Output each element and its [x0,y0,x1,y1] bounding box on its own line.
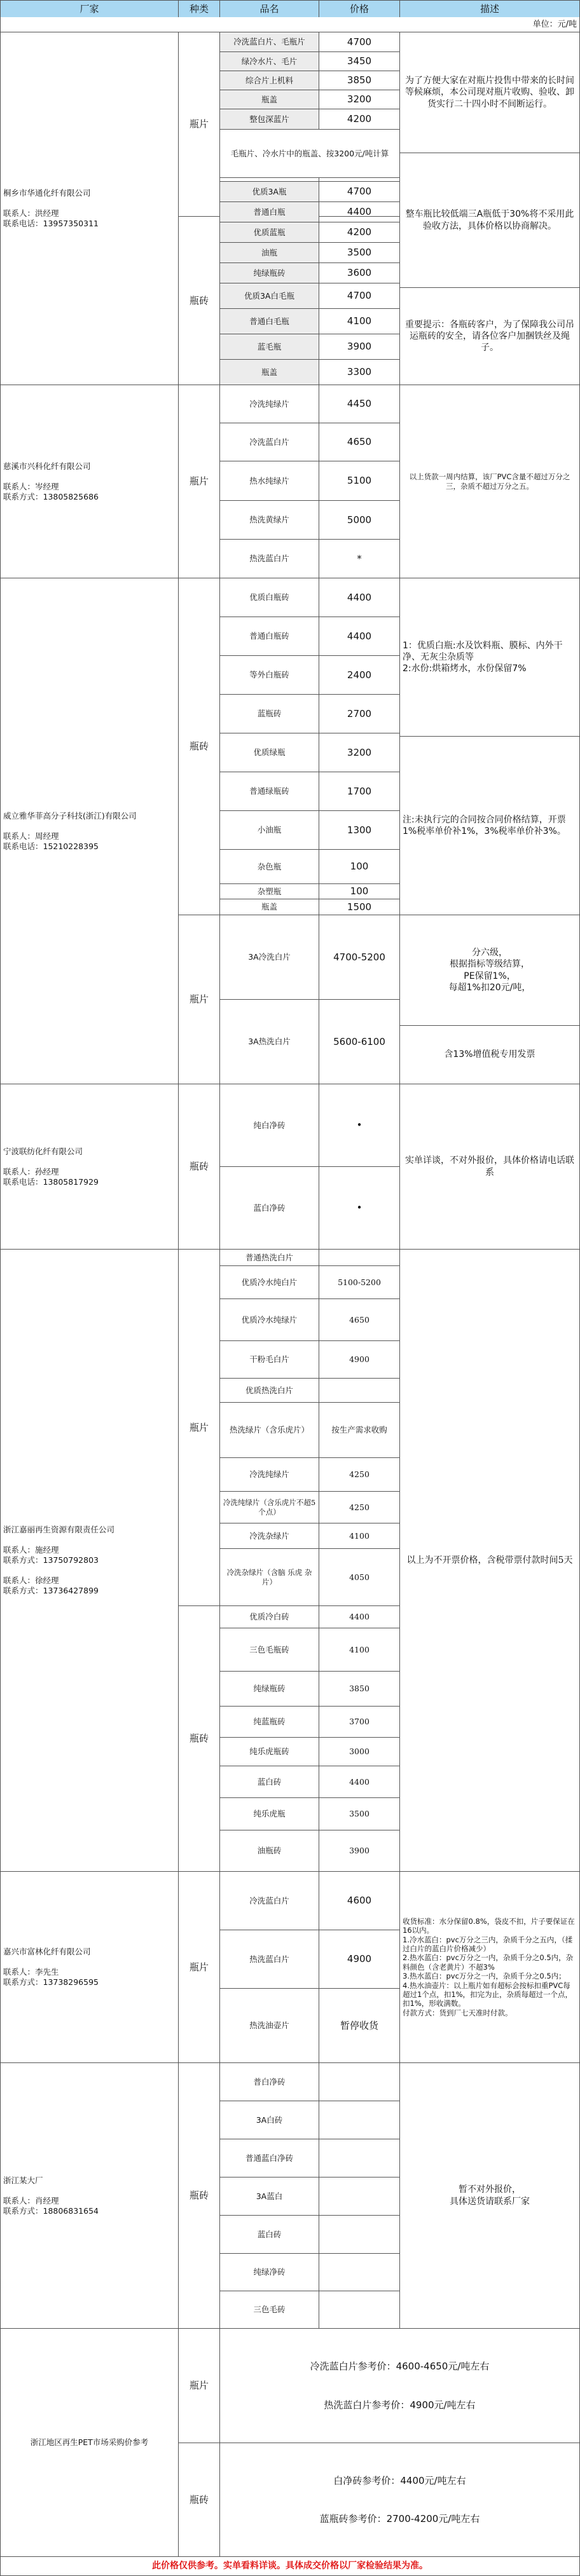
price-cell: 3450 [319,51,400,71]
company-contact: 联系人：肖经理 [3,2195,59,2205]
price-cell: 4600 [319,1871,400,1930]
price-cell: 2400 [319,655,400,695]
price-cell: 4400 [319,617,400,656]
price-cell: 3200 [319,90,400,109]
table-row: 小油瓶 [219,810,319,850]
price-cell: 5000 [319,500,400,540]
price-cell: 4100 [319,308,400,334]
price-cell: 3850 [319,1671,400,1707]
company-phone: 联系方式：13736427899 [3,1586,99,1595]
company-contact: 联系人：施经理 [3,1545,59,1555]
price-cell: • [319,1084,400,1167]
table-row: 综合片上机料 [219,71,319,90]
price-cell [319,2177,400,2216]
company-name: 浙江某大厂 [3,2175,43,2185]
company-cell [0,1871,179,2063]
price-cell: 3300 [319,359,400,385]
price-cell: 5100 [319,461,400,501]
table-row: 蓝白砖 [219,1766,319,1798]
table-row: 冷洗杂绿片 [219,1523,319,1549]
table-row: 热洗黄绿片 [219,500,319,540]
price-cell: 4100 [319,1523,400,1549]
table-row: 3A冷洗白片 [219,915,319,1000]
table-row: 瓶盖 [219,90,319,109]
price-cell: 1500 [319,899,400,915]
table-row: 优质3A白毛瓶 [219,283,319,309]
table-row: 等外白瓶砖 [219,655,319,695]
table-row: 纯乐虎瓶 [219,1797,319,1830]
table-row: 三色毛瓶砖 [219,1628,319,1672]
price-cell: 3850 [319,71,400,90]
table-row: 蓝瓶砖 [219,694,319,733]
table-row: 纯蓝瓶砖 [219,1706,319,1738]
company-cell [0,385,179,578]
category-cell: 瓶砖 [178,1084,220,1250]
company-name: 宁波联纺化纤有限公司 [3,1146,83,1156]
company-cell [0,2062,179,2329]
price-cell: 4250 [319,1491,400,1523]
price-cell: 4650 [319,1298,400,1341]
price-cell: 4400 [319,1766,400,1798]
price-cell: • [319,1166,400,1250]
table-row: 普通白瓶砖 [219,617,319,656]
price-cell: 5600-6100 [319,999,400,1084]
table-row: 普通白瓶 [219,201,319,222]
table-row: 普通热洗白片 [219,1249,319,1266]
header-company: 厂家 [0,0,179,18]
category-cell: 瓶砖 [178,1605,220,1872]
category-cell: 瓶片 [178,1871,220,2063]
company-contact: 联系人：徐经理 [3,1576,59,1585]
company-phone: 联系方式：13805825686 [3,491,99,501]
description-cell: 分六级， 根据指标等级结算， PE保留1%， 每超1%扣20元/吨， [399,915,580,1026]
table-row: 热水纯绿片 [219,461,319,501]
bottle-cap-note: 毛瓶片、冷水片中的瓶盖、按3200元/吨计算 [219,129,400,178]
table-row: 优质蓝瓶 [219,222,319,243]
table-row: 纯绿瓶砖 [219,1671,319,1707]
price-cell: 3600 [319,262,400,283]
table-row: 纯乐虎瓶砖 [219,1737,319,1766]
table-row: 优质3A瓶 [219,181,319,202]
company-cell [0,1084,179,1250]
table-row: 蓝白砖 [219,2215,319,2254]
table-row: 纯白净砖 [219,1084,319,1167]
table-row: 3A热洗白片 [219,999,319,1084]
company-name: 桐乡市华通化纤有限公司 [3,188,91,198]
price-cell: 4200 [319,222,400,243]
price-cell: 1700 [319,772,400,811]
category-cell: 瓶片 [178,2328,220,2443]
price-cell: 4250 [319,1457,400,1492]
price-cell: 4650 [319,423,400,461]
price-cell: 3500 [319,242,400,263]
description-cell: 1：优质白瓶:水及饮料瓶、膜标、内外干净、无灰尘杂质等 2:水份:烘箱烤水，水份保留7% [399,578,580,737]
company-contact: 联系人：孙经理 [3,1166,59,1176]
price-cell [319,1378,400,1403]
price-cell: 3900 [319,334,400,360]
company-phone: 联系电话：15210228395 [3,841,99,851]
description-cell: 整车瓶比较低端三A瓶低于30%将不采用此验收方法，具体价格以协商解决。 [399,153,580,288]
company-name: 威立雅华菲高分子科技(浙江)有限公司 [3,810,137,821]
table-row: 整包深蓝片 [219,109,319,130]
company-phone: 联系方式：18806831654 [3,2205,99,2216]
table-row: 纯绿净砖 [219,2253,319,2291]
price-cell: 4900 [319,1930,400,1989]
price-cell [319,2062,400,2101]
unit-label: 单位：元/吨 [0,17,580,32]
table-row: 3A白砖 [219,2101,319,2139]
price-cell: 4450 [319,385,400,423]
table-row: 三色毛砖 [219,2291,319,2329]
category-cell: 瓶砖 [178,2443,220,2557]
table-row: 普通绿瓶砖 [219,772,319,811]
price-cell: 4400 [319,201,400,222]
table-row: 干粉毛白片 [219,1340,319,1379]
company-contact: 联系人：周经理 [3,831,59,841]
description-cell: 以上货款一周内结算，该厂PVC含量不超过万分之三，杂质不超过万分之五。 [399,385,580,578]
price-cell [319,1249,400,1266]
price-cell: 1300 [319,810,400,850]
table-row: 油瓶砖 [219,1830,319,1872]
market-brick-cell [219,2443,580,2557]
table-row: 优质白瓶砖 [219,578,319,617]
description-cell: 含13%增值税专用发票 [399,1025,580,1084]
price-cell: 100 [319,849,400,884]
company-cell [0,1249,179,1872]
table-row: 杂色瓶 [219,849,319,884]
table-row: 普通白毛瓶 [219,308,319,334]
price-cell: 3500 [319,1797,400,1830]
table-row: 优质冷白砖 [219,1605,319,1628]
category-cell: 瓶砖 [178,578,220,915]
price-cell: 100 [319,883,400,899]
price-cell: 5100-5200 [319,1265,400,1299]
company-cell [0,32,179,385]
table-row: 3A蓝白 [219,2177,319,2216]
company-phone: 联系电话：13957350311 [3,219,99,228]
table-row: 优质绿瓶 [219,733,319,772]
company-contact: 联系人：李先生 [3,1967,59,1977]
market-price-line: 热洗蓝白片参考价：4900元/吨左右 [324,2399,476,2411]
table-row: 热洗油壶片 [219,1988,319,2063]
table-row: 优质冷水纯白片 [219,1265,319,1299]
price-cell: 3900 [319,1830,400,1872]
table-row: 油瓶 [219,242,319,263]
market-flake-cell [219,2328,580,2443]
table-row: 热洗蓝白片 [219,1930,319,1989]
footer-disclaimer: 此价格仅供参考。实单看料详谈。具体成交价格以厂家检验结果为准。 [0,2556,580,2576]
category-cell: 瓶片 [178,385,220,578]
price-cell [319,2253,400,2291]
header-description: 描述 [399,0,580,18]
price-cell: 4050 [319,1548,400,1606]
price-cell: 按生产需求收购 [319,1402,400,1458]
price-cell: 暂停收货 [319,1988,400,2063]
table-row: 蓝毛瓶 [219,334,319,360]
table-row: 热洗绿片（含乐虎片） [219,1402,319,1458]
category-cell: 瓶片 [178,915,220,1084]
price-cell: 4700 [319,32,400,52]
market-reference-title: 浙江地区再生PET市场采购价参考 [0,2328,179,2557]
table-row: 瓶盖 [219,359,319,385]
table-row: 冷洗纯绿片 [219,385,319,423]
company-contact: 联系人：岑经理 [3,481,59,491]
table-row: 冷洗杂绿片（含脑 乐虎 杂片） [219,1548,319,1606]
company-phone: 联系电话：13805817929 [3,1176,99,1187]
category-cell: 瓶片 [178,32,220,217]
market-price-line: 白净砖参考价：4400元/吨左右 [333,2474,466,2486]
company-phone: 联系方式：13738296595 [3,1977,99,1987]
table-row: 冷洗蓝白片 [219,1871,319,1930]
market-price-line: 冷洗蓝白片参考价：4600-4650元/吨左右 [310,2361,490,2372]
table-row: 热洗蓝白片 [219,539,319,578]
market-price-line: 蓝瓶砖参考价：2700-4200元/吨左右 [319,2513,480,2525]
table-row: 冷洗蓝白片、毛瓶片 [219,32,319,52]
header-category: 种类 [178,0,220,18]
company-cell [0,578,179,1084]
price-cell: 2700 [319,694,400,733]
price-cell: 4700 [319,181,400,202]
table-row: 普通蓝白净砖 [219,2139,319,2177]
description-cell: 为了方便大家在对瓶片投售中带来的长时间等候麻烦，本公司现对瓶片收购、验收、卸货实行二十四小时不间断运行。 [399,32,580,153]
description-cell: 注:未执行完的合同按合同价格结算，开票1%税率单价补1%，3%税率单价补3%。 [399,736,580,915]
price-cell: 4900 [319,1340,400,1379]
price-cell [319,2139,400,2177]
price-cell [319,2101,400,2139]
price-cell: 4700-5200 [319,915,400,1000]
table-row: 普白净砖 [219,2062,319,2101]
company-name: 嘉兴市富林化纤有限公司 [3,1947,91,1956]
table-row: 蓝白净砖 [219,1166,319,1250]
price-cell: 4400 [319,578,400,617]
price-cell: 4100 [319,1628,400,1672]
price-cell: 4200 [319,109,400,130]
table-row: 冷洗纯绿片 [219,1457,319,1492]
price-cell: 3200 [319,733,400,772]
table-row: 绿冷水片、毛片 [219,51,319,71]
company-name: 浙江嘉丽再生资源有限责任公司 [3,1525,115,1534]
description-cell: 收货标准：水分保留0.8%，袋皮不扣，片子要保证在16以内。 1.冷水蓝白：pvc万分之三内，杂质千分之五内，（揉过白片的蓝白片价格减少） 2.热水蓝白：pvc万分之一内，杂质千分之0.5内，杂料颜色（含老黄片）不超3% 3.热水蓝白：pvc万分之一内，杂质千分之0.5内； 4.热水油壶片：以上瓶片如有超标会按标扣重PVC每超过1个点，扣1%，扣完为止，杂质每超过一个点，扣1%，形收满数。 付款方式：货到厂七天准时付款。 [399,1871,580,2063]
description-cell: 以上为不开票价格，含税带票付款时间5天 [399,1249,580,1872]
table-row: 冷洗纯绿片（含乐虎片不超5个点） [219,1491,319,1523]
company-contact: 联系人：洪经理 [3,208,59,218]
price-cell: 4700 [319,283,400,309]
header-price: 价格 [319,0,400,18]
category-cell: 瓶片 [178,1249,220,1606]
price-cell: * [319,539,400,578]
header-product: 品名 [219,0,319,18]
price-cell [319,2215,400,2254]
price-cell [319,2291,400,2329]
table-row: 优质冷水纯绿片 [219,1298,319,1341]
company-phone: 联系方式：13750792803 [3,1555,99,1565]
category-cell: 瓶砖 [178,216,220,385]
price-cell: 4400 [319,1605,400,1628]
table-row: 优质热洗白片 [219,1378,319,1403]
category-cell: 瓶砖 [178,2062,220,2329]
company-name: 慈溪市兴科化纤有限公司 [3,461,91,471]
table-row: 冷洗蓝白片 [219,423,319,461]
description-cell: 暂不对外报价， 具体送货请联系厂家 [399,2062,580,2329]
table-row: 杂塑瓶 [219,883,319,899]
table-row: 纯绿瓶砖 [219,262,319,283]
table-row: 瓶盖 [219,899,319,915]
description-cell: 重要提示：各瓶砖客户，为了保障我公司吊运瓶砖的安全，请各位客户加捆铁丝及绳子。 [399,287,580,385]
description-cell: 实单详谈，不对外报价，具体价格请电话联系 [399,1084,580,1250]
price-cell: 3700 [319,1706,400,1738]
price-cell: 3000 [319,1737,400,1766]
